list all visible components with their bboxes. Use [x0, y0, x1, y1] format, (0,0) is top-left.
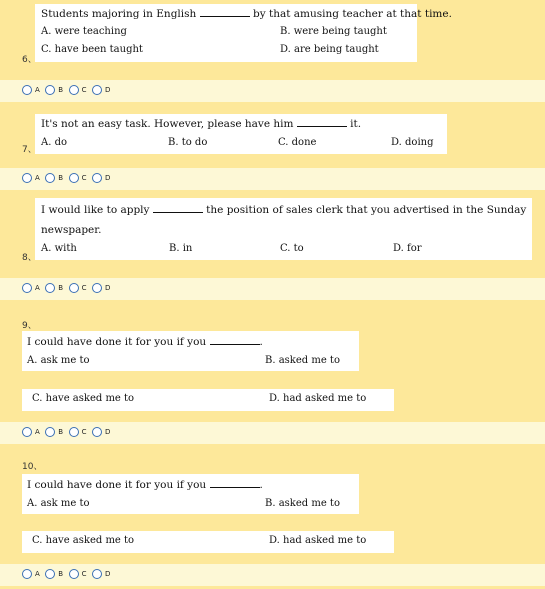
- question-stem-continued: newspaper.: [41, 224, 102, 236]
- radio-b[interactable]: [45, 173, 55, 183]
- question-number: 8、: [22, 253, 37, 263]
- answer-options-7: [0, 168, 545, 190]
- answer-options-10: [0, 564, 545, 586]
- option-d-text: D. doing: [391, 137, 434, 148]
- radio-label-a: A: [35, 174, 41, 182]
- question-card-options-cd: [22, 389, 394, 411]
- answer-blank: [200, 8, 250, 17]
- radio-c[interactable]: [69, 283, 79, 293]
- radio-label-d: D: [105, 86, 111, 94]
- question-card: [35, 4, 452, 62]
- option-d-text: D. had asked me to: [269, 535, 367, 546]
- option-d-text: D. are being taught: [280, 44, 379, 55]
- option-c-text: C. done: [278, 137, 317, 148]
- radio-label-a: A: [35, 284, 41, 292]
- question-card-options-cd: [22, 531, 394, 553]
- option-a-text: A. with: [41, 243, 77, 254]
- radio-label-c: C: [81, 428, 87, 436]
- radio-label-c: C: [81, 284, 87, 292]
- radio-a[interactable]: [22, 173, 32, 183]
- question-stem: I would like to apply the position of sales clerk that you advertised in the Sunday: [41, 204, 527, 216]
- radio-b[interactable]: [45, 283, 55, 293]
- radio-label-b: B: [58, 570, 64, 578]
- radio-label-c: C: [81, 86, 87, 94]
- option-c-text: C. have asked me to: [32, 535, 135, 546]
- option-a-text: A. do: [41, 137, 68, 148]
- radio-a[interactable]: [22, 569, 32, 579]
- option-b-text: B. asked me to: [265, 355, 340, 366]
- question-8: [0, 190, 545, 276]
- radio-label-d: D: [105, 428, 111, 436]
- radio-label-d: D: [105, 570, 111, 578]
- radio-d[interactable]: [92, 173, 102, 183]
- radio-d[interactable]: [92, 569, 102, 579]
- radio-d[interactable]: [92, 85, 102, 95]
- question-card: [22, 474, 359, 514]
- option-b-text: B. were being taught: [280, 26, 387, 37]
- option-a-text: A. ask me to: [27, 355, 90, 366]
- option-c-text: C. have been taught: [41, 44, 143, 55]
- radio-label-b: B: [58, 86, 64, 94]
- question-10: [0, 446, 545, 561]
- option-b-text: B. asked me to: [265, 498, 340, 509]
- question-9: [0, 301, 545, 419]
- answer-blank: [210, 336, 260, 345]
- option-b-text: B. in: [169, 243, 193, 254]
- answer-blank: [297, 118, 347, 127]
- question-number: 9、: [22, 321, 37, 331]
- radio-label-b: B: [58, 174, 64, 182]
- option-a-text: A. were teaching: [41, 26, 127, 37]
- question-stem: It's not an easy task. However, please have him it.: [41, 118, 362, 130]
- answer-options-6: [0, 80, 545, 102]
- radio-label-c: C: [81, 174, 87, 182]
- radio-a[interactable]: [22, 85, 32, 95]
- option-d-text: D. for: [393, 243, 422, 254]
- question-number: 6、: [22, 55, 37, 65]
- radio-b[interactable]: [45, 427, 55, 437]
- question-card: [22, 331, 359, 371]
- radio-a[interactable]: [22, 427, 32, 437]
- question-card: [35, 198, 532, 260]
- option-b-text: B. to do: [168, 137, 208, 148]
- option-c-text: C. have asked me to: [32, 393, 135, 404]
- radio-label-d: D: [105, 174, 111, 182]
- question-card: [35, 114, 447, 154]
- option-c-text: C. to: [280, 243, 304, 254]
- question-6: [0, 0, 545, 78]
- question-stem: Students majoring in English by that amusing teacher at that time.: [41, 8, 452, 20]
- radio-b[interactable]: [45, 85, 55, 95]
- radio-label-d: D: [105, 284, 111, 292]
- radio-label-b: B: [58, 284, 64, 292]
- answer-options-9: [0, 422, 545, 444]
- option-d-text: D. had asked me to: [269, 393, 367, 404]
- question-stem: I could have done it for you if you .: [27, 336, 263, 348]
- radio-label-a: A: [35, 428, 41, 436]
- radio-label-a: A: [35, 570, 41, 578]
- radio-c[interactable]: [69, 427, 79, 437]
- answer-options-8: [0, 278, 545, 300]
- radio-a[interactable]: [22, 283, 32, 293]
- answer-blank: [153, 204, 203, 213]
- radio-d[interactable]: [92, 283, 102, 293]
- radio-d[interactable]: [92, 427, 102, 437]
- radio-b[interactable]: [45, 569, 55, 579]
- radio-label-a: A: [35, 86, 41, 94]
- option-a-text: A. ask me to: [27, 498, 90, 509]
- question-number: 10、: [22, 462, 43, 472]
- radio-c[interactable]: [69, 173, 79, 183]
- question-stem: I could have done it for you if you .: [27, 479, 263, 491]
- radio-c[interactable]: [69, 85, 79, 95]
- question-number: 7、: [22, 145, 37, 155]
- radio-label-c: C: [81, 570, 87, 578]
- radio-c[interactable]: [69, 569, 79, 579]
- question-7: [0, 102, 545, 164]
- radio-label-b: B: [58, 428, 64, 436]
- answer-blank: [210, 479, 260, 488]
